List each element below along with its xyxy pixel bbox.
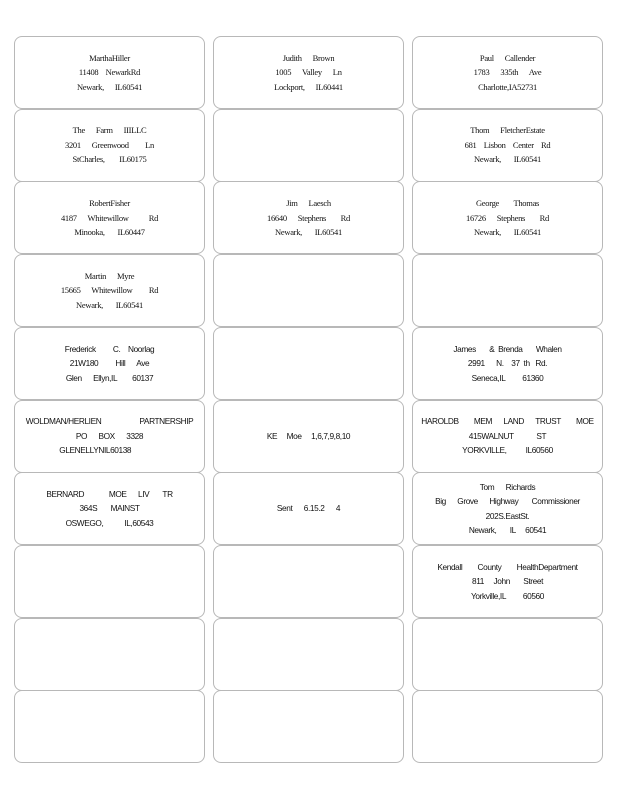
address-label [213,690,404,763]
address-line: Newark, IL60541 [76,81,143,92]
address-label [14,690,205,763]
address-line: Yorkville,IL 60560 [471,590,544,601]
address-line: Sent 6.15.2 4 [276,503,341,514]
address-line: Seneca,IL 61360 [471,372,544,383]
address-line: Big Grove Highway Commissioner [435,496,580,507]
address-line: 1783 335th Ave [473,67,542,78]
address-label [213,109,404,182]
address-label [213,400,404,473]
address-label [412,690,603,763]
address-line: KE Moe 1,6,7,9,8,10 [266,430,351,441]
address-line: Thom FletcherEstate [470,125,545,136]
address-label [412,618,603,691]
address-line: 364S MAINST [79,503,140,514]
address-label [213,545,404,618]
address-line: OSWEGO, IL,60543 [65,517,154,528]
address-label [14,36,205,109]
address-label [14,254,205,327]
address-label [213,472,404,545]
address-line: 3201 Greenwood Ln [65,139,154,150]
address-line: 11408 NewarkRd [78,67,141,78]
address-label [412,472,603,545]
address-line: Frederick C. Noorlag [64,343,155,354]
address-label [412,109,603,182]
address-line: Paul Callender [479,52,536,63]
address-line: 202S.EastSt. [485,510,530,521]
address-line: 16640 Stephens Rd [267,212,350,223]
address-line: BERNARD MOE LIV TR [46,488,173,499]
address-label [213,181,404,254]
address-line: Martin Myre [84,270,135,281]
address-line: YORKVILLE, IL60560 [462,445,553,456]
address-line: 415WALNUT ST [468,430,547,441]
address-label [14,545,205,618]
address-line: RobertFisher [89,198,130,209]
address-line: 4187 Whitewillow Rd [60,212,159,223]
address-line: Newark, IL60541 [474,227,541,238]
address-line: 21W180 Hill Ave [69,358,150,369]
address-label [213,327,404,400]
address-label [14,327,205,400]
address-label [14,181,205,254]
address-line: 15665 Whitewillow Rd [60,285,159,296]
address-line: Lockport, IL60441 [274,81,343,92]
address-line: PO BOX 3328 [75,430,144,441]
label-sheet [14,36,604,763]
address-label [213,618,404,691]
address-line: 1005 Valley Ln [275,67,342,78]
address-label [14,618,205,691]
address-line: StCharles, IL60175 [72,154,147,165]
address-line: MarthaHiller [89,52,130,63]
address-label [213,254,404,327]
address-line: 681 Lisbon Center Rd [464,139,551,150]
address-line: Newark, IL 60541 [468,525,547,536]
address-line: George Thomas [475,198,540,209]
address-line: James & Brenda Whalen [453,343,562,354]
address-label [213,36,404,109]
address-label [14,109,205,182]
address-line: Newark, IL60541 [275,227,342,238]
address-label [412,254,603,327]
address-label [412,36,603,109]
address-line: WOLDMAN/HERLIEN PARTNERSHIP [25,416,194,427]
address-label [412,400,603,473]
address-label [14,472,205,545]
address-line: Glen Ellyn,IL 60137 [65,372,154,383]
address-line: The Farm IIILLC [72,125,147,136]
address-line: Newark, IL60541 [76,299,143,310]
address-line: GLENELLYNIL60138 [59,445,160,456]
address-label [14,400,205,473]
address-line: Minooka, IL60447 [74,227,145,238]
address-label [412,545,603,618]
address-line: 2991 N. 37 th Rd. [467,358,548,369]
address-line: 16726 Stephens Rd [466,212,549,223]
address-label [412,327,603,400]
address-line: Charlotte,IA52731 [478,81,537,92]
address-line: 811 John Street [471,576,544,587]
address-line: Tom Richards [479,481,536,492]
address-line: Kendall County HealthDepartment [437,561,578,572]
address-line: Judith Brown [282,52,335,63]
address-line: HAROLDB MEM LAND TRUST MOE [421,416,594,427]
address-label [412,181,603,254]
address-line: Jim Laesch [286,198,331,209]
address-line: Newark, IL60541 [474,154,541,165]
